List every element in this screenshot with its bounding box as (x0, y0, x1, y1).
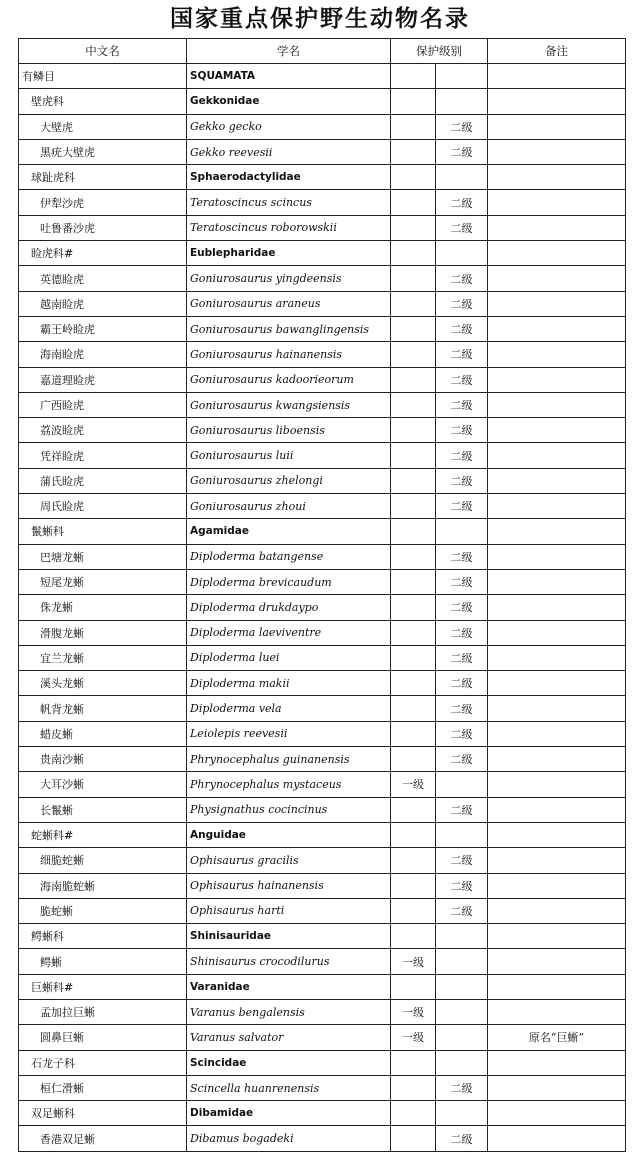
scientific-name-cell: Dibamus bogadeki (187, 1126, 391, 1151)
level-one-cell (391, 747, 436, 772)
level-two-cell: 二级 (436, 721, 488, 746)
chinese-name-cell: 大耳沙蜥 (19, 772, 187, 797)
table-row (19, 64, 626, 89)
level-two-cell: 二级 (436, 620, 488, 645)
level-one-cell (391, 620, 436, 645)
note-cell (488, 848, 626, 873)
scientific-name-cell: Diploderma makii (187, 671, 391, 696)
level-two-cell (436, 1101, 488, 1126)
scientific-name-cell: Scincella huanrenensis (187, 1075, 391, 1100)
table-row (19, 620, 626, 645)
note-cell (488, 342, 626, 367)
table-row (19, 114, 626, 139)
level-two-cell: 二级 (436, 316, 488, 341)
chinese-name-cell: 越南睑虎 (19, 291, 187, 316)
level-two-cell: 二级 (436, 797, 488, 822)
level-one-cell: 一级 (391, 999, 436, 1024)
header-protection-level: 保护级别 (391, 39, 488, 64)
chinese-name-cell: 球趾虎科 (19, 165, 187, 190)
level-one-cell (391, 1126, 436, 1151)
chinese-name-cell: 细脆蛇蜥 (19, 848, 187, 873)
level-one-cell (391, 519, 436, 544)
scientific-name-cell: Goniurosaurus zhoui (187, 494, 391, 519)
scientific-name-cell: Anguidae (187, 822, 391, 847)
level-two-cell: 二级 (436, 494, 488, 519)
level-two-cell: 二级 (436, 468, 488, 493)
level-two-cell (436, 1025, 488, 1050)
note-cell (488, 215, 626, 240)
scientific-name-cell: Dibamidae (187, 1101, 391, 1126)
header-chinese-name: 中文名 (19, 39, 187, 64)
table-row (19, 924, 626, 949)
level-two-cell (436, 519, 488, 544)
scientific-name-cell: Varanidae (187, 974, 391, 999)
table-row (19, 721, 626, 746)
chinese-name-cell: 吐鲁番沙虎 (19, 215, 187, 240)
level-two-cell: 二级 (436, 266, 488, 291)
table-row (19, 89, 626, 114)
table-row (19, 519, 626, 544)
note-cell (488, 747, 626, 772)
level-one-cell (391, 1050, 436, 1075)
chinese-name-cell: 霸王岭睑虎 (19, 316, 187, 341)
header-notes: 备注 (488, 39, 626, 64)
note-cell (488, 772, 626, 797)
level-one-cell (391, 342, 436, 367)
scientific-name-cell: Goniurosaurus zhelongi (187, 468, 391, 493)
chinese-name-cell: 嘉道理睑虎 (19, 367, 187, 392)
level-two-cell (436, 999, 488, 1024)
table-row (19, 569, 626, 594)
chinese-name-cell: 鳄蜥 (19, 949, 187, 974)
note-cell (488, 89, 626, 114)
scientific-name-cell: Eublepharidae (187, 241, 391, 266)
level-one-cell (391, 797, 436, 822)
note-cell (488, 392, 626, 417)
level-two-cell: 二级 (436, 291, 488, 316)
chinese-name-cell: 石龙子科 (19, 1050, 187, 1075)
chinese-name-cell: 荔波睑虎 (19, 418, 187, 443)
level-one-cell: 一级 (391, 949, 436, 974)
chinese-name-cell: 滑腹龙蜥 (19, 620, 187, 645)
table-row (19, 139, 626, 164)
table-row (19, 797, 626, 822)
note-cell (488, 949, 626, 974)
level-two-cell (436, 772, 488, 797)
level-one-cell (391, 165, 436, 190)
table-row (19, 392, 626, 417)
level-one-cell (391, 595, 436, 620)
note-cell (488, 241, 626, 266)
level-one-cell (391, 898, 436, 923)
chinese-name-cell: 蜡皮蜥 (19, 721, 187, 746)
chinese-name-cell: 香港双足蜥 (19, 1126, 187, 1151)
scientific-name-cell: Diploderma drukdaypo (187, 595, 391, 620)
note-cell (488, 645, 626, 670)
level-two-cell: 二级 (436, 595, 488, 620)
table-row (19, 1050, 626, 1075)
header-scientific-name: 学名 (187, 39, 391, 64)
level-one-cell (391, 721, 436, 746)
table-row (19, 367, 626, 392)
table-header-row (19, 39, 626, 64)
table-row (19, 645, 626, 670)
scientific-name-cell: Gekkonidae (187, 89, 391, 114)
chinese-name-cell: 长鬣蜥 (19, 797, 187, 822)
table-row (19, 1126, 626, 1151)
scientific-name-cell: Physignathus cocincinus (187, 797, 391, 822)
level-two-cell: 二级 (436, 848, 488, 873)
note-cell (488, 873, 626, 898)
scientific-name-cell: Phrynocephalus guinanensis (187, 747, 391, 772)
level-two-cell: 二级 (436, 215, 488, 240)
level-one-cell (391, 544, 436, 569)
level-two-cell: 二级 (436, 544, 488, 569)
scientific-name-cell: Varanus bengalensis (187, 999, 391, 1024)
level-two-cell: 二级 (436, 418, 488, 443)
table-row (19, 316, 626, 341)
note-cell (488, 974, 626, 999)
chinese-name-cell: 孟加拉巨蜥 (19, 999, 187, 1024)
chinese-name-cell: 贵南沙蜥 (19, 747, 187, 772)
scientific-name-cell: Gekko reevesii (187, 139, 391, 164)
scientific-name-cell: Goniurosaurus hainanensis (187, 342, 391, 367)
level-one-cell (391, 266, 436, 291)
chinese-name-cell: 脆蛇蜥 (19, 898, 187, 923)
table-row (19, 494, 626, 519)
note-cell (488, 468, 626, 493)
table-row (19, 342, 626, 367)
note-cell (488, 544, 626, 569)
note-cell (488, 519, 626, 544)
scientific-name-cell: SQUAMATA (187, 64, 391, 89)
scientific-name-cell: Ophisaurus gracilis (187, 848, 391, 873)
scientific-name-cell: Agamidae (187, 519, 391, 544)
table-row (19, 165, 626, 190)
table-row (19, 822, 626, 847)
level-two-cell: 二级 (436, 1126, 488, 1151)
chinese-name-cell: 英德睑虎 (19, 266, 187, 291)
scientific-name-cell: Goniurosaurus kwangsiensis (187, 392, 391, 417)
scientific-name-cell: Teratoscincus scincus (187, 190, 391, 215)
scientific-name-cell: Diploderma brevicaudum (187, 569, 391, 594)
level-two-cell (436, 1050, 488, 1075)
level-two-cell: 二级 (436, 139, 488, 164)
scientific-name-cell: Goniurosaurus liboensis (187, 418, 391, 443)
chinese-name-cell: 睑虎科# (19, 241, 187, 266)
chinese-name-cell: 桓仁滑蜥 (19, 1075, 187, 1100)
level-one-cell (391, 241, 436, 266)
chinese-name-cell: 巴塘龙蜥 (19, 544, 187, 569)
level-one-cell (391, 89, 436, 114)
table-row (19, 1025, 626, 1050)
note-cell (488, 114, 626, 139)
note-cell (488, 291, 626, 316)
level-one-cell (391, 468, 436, 493)
chinese-name-cell: 溪头龙蜥 (19, 671, 187, 696)
note-cell (488, 595, 626, 620)
table-body (19, 64, 626, 1152)
table-row (19, 266, 626, 291)
level-two-cell: 二级 (436, 367, 488, 392)
chinese-name-cell: 鬣蜥科 (19, 519, 187, 544)
level-two-cell (436, 165, 488, 190)
scientific-name-cell: Diploderma laeviventre (187, 620, 391, 645)
chinese-name-cell: 帆背龙蜥 (19, 696, 187, 721)
table-row (19, 468, 626, 493)
level-two-cell: 二级 (436, 696, 488, 721)
level-two-cell: 二级 (436, 747, 488, 772)
table-row (19, 190, 626, 215)
scientific-name-cell: Diploderma batangense (187, 544, 391, 569)
document-title: 国家重点保护野生动物名录 (170, 5, 470, 32)
note-cell (488, 316, 626, 341)
level-two-cell: 二级 (436, 873, 488, 898)
level-one-cell (391, 569, 436, 594)
scientific-name-cell: Shinisauridae (187, 924, 391, 949)
note-cell (488, 924, 626, 949)
level-one-cell (391, 1101, 436, 1126)
scientific-name-cell: Sphaerodactylidae (187, 165, 391, 190)
level-two-cell: 二级 (436, 671, 488, 696)
chinese-name-cell: 大壁虎 (19, 114, 187, 139)
table-row (19, 747, 626, 772)
table-row (19, 1075, 626, 1100)
scientific-name-cell: Ophisaurus hainanensis (187, 873, 391, 898)
table-row (19, 241, 626, 266)
level-two-cell: 二级 (436, 1075, 488, 1100)
table-row (19, 443, 626, 468)
note-cell (488, 139, 626, 164)
chinese-name-cell: 凭祥睑虎 (19, 443, 187, 468)
note-cell: 原名“巨蜥” (488, 1025, 626, 1050)
note-cell (488, 443, 626, 468)
chinese-name-cell: 海南睑虎 (19, 342, 187, 367)
scientific-name-cell: Goniurosaurus yingdeensis (187, 266, 391, 291)
note-cell (488, 797, 626, 822)
scientific-name-cell: Teratoscincus roborowskii (187, 215, 391, 240)
level-two-cell: 二级 (436, 443, 488, 468)
level-one-cell (391, 64, 436, 89)
table-row (19, 873, 626, 898)
level-two-cell (436, 64, 488, 89)
level-one-cell (391, 671, 436, 696)
scientific-name-cell: Goniurosaurus bawanglingensis (187, 316, 391, 341)
note-cell (488, 721, 626, 746)
level-two-cell (436, 924, 488, 949)
scientific-name-cell: Diploderma vela (187, 696, 391, 721)
table-row (19, 999, 626, 1024)
table-row (19, 595, 626, 620)
level-one-cell (391, 190, 436, 215)
scientific-name-cell: Goniurosaurus kadoorieorum (187, 367, 391, 392)
note-cell (488, 367, 626, 392)
table-row (19, 1101, 626, 1126)
level-one-cell (391, 139, 436, 164)
level-one-cell (391, 316, 436, 341)
scientific-name-cell: Phrynocephalus mystaceus (187, 772, 391, 797)
level-one-cell (391, 291, 436, 316)
level-one-cell (391, 924, 436, 949)
chinese-name-cell: 侏龙蜥 (19, 595, 187, 620)
note-cell (488, 898, 626, 923)
level-one-cell (391, 696, 436, 721)
table-row (19, 898, 626, 923)
table-row (19, 291, 626, 316)
table-row (19, 418, 626, 443)
chinese-name-cell: 有鳞目 (19, 64, 187, 89)
level-one-cell: 一级 (391, 1025, 436, 1050)
level-one-cell (391, 494, 436, 519)
note-cell (488, 494, 626, 519)
note-cell (488, 696, 626, 721)
level-one-cell (391, 367, 436, 392)
chinese-name-cell: 黑疣大壁虎 (19, 139, 187, 164)
level-one-cell (391, 822, 436, 847)
level-one-cell (391, 418, 436, 443)
note-cell (488, 569, 626, 594)
level-two-cell: 二级 (436, 569, 488, 594)
chinese-name-cell: 壁虎科 (19, 89, 187, 114)
level-two-cell (436, 241, 488, 266)
level-two-cell: 二级 (436, 898, 488, 923)
chinese-name-cell: 广西睑虎 (19, 392, 187, 417)
table-row (19, 671, 626, 696)
note-cell (488, 64, 626, 89)
chinese-name-cell: 双足蜥科 (19, 1101, 187, 1126)
scientific-name-cell: Goniurosaurus araneus (187, 291, 391, 316)
level-two-cell: 二级 (436, 190, 488, 215)
level-two-cell: 二级 (436, 114, 488, 139)
note-cell (488, 671, 626, 696)
species-table (18, 38, 626, 1152)
level-two-cell: 二级 (436, 342, 488, 367)
level-one-cell (391, 114, 436, 139)
scientific-name-cell: Goniurosaurus luii (187, 443, 391, 468)
chinese-name-cell: 周氏睑虎 (19, 494, 187, 519)
chinese-name-cell: 巨蜥科# (19, 974, 187, 999)
chinese-name-cell: 伊犁沙虎 (19, 190, 187, 215)
note-cell (488, 1101, 626, 1126)
note-cell (488, 190, 626, 215)
table-row (19, 949, 626, 974)
scientific-name-cell: Diploderma luei (187, 645, 391, 670)
level-one-cell (391, 873, 436, 898)
level-two-cell (436, 949, 488, 974)
note-cell (488, 620, 626, 645)
level-two-cell: 二级 (436, 645, 488, 670)
level-one-cell (391, 645, 436, 670)
chinese-name-cell: 蛇蜥科# (19, 822, 187, 847)
note-cell (488, 1050, 626, 1075)
scientific-name-cell: Ophisaurus harti (187, 898, 391, 923)
note-cell (488, 1075, 626, 1100)
table-row (19, 215, 626, 240)
chinese-name-cell: 圆鼻巨蜥 (19, 1025, 187, 1050)
level-one-cell (391, 848, 436, 873)
table-row (19, 772, 626, 797)
chinese-name-cell: 鳄蜥科 (19, 924, 187, 949)
level-two-cell (436, 822, 488, 847)
level-one-cell: 一级 (391, 772, 436, 797)
scientific-name-cell: Gekko gecko (187, 114, 391, 139)
table-row (19, 696, 626, 721)
table-row (19, 974, 626, 999)
table-row (19, 544, 626, 569)
level-one-cell (391, 215, 436, 240)
scientific-name-cell: Scincidae (187, 1050, 391, 1075)
level-two-cell (436, 974, 488, 999)
note-cell (488, 266, 626, 291)
level-one-cell (391, 1075, 436, 1100)
table-row (19, 848, 626, 873)
chinese-name-cell: 蒲氏睑虎 (19, 468, 187, 493)
note-cell (488, 165, 626, 190)
chinese-name-cell: 宜兰龙蜥 (19, 645, 187, 670)
note-cell (488, 822, 626, 847)
chinese-name-cell: 海南脆蛇蜥 (19, 873, 187, 898)
chinese-name-cell: 短尾龙蜥 (19, 569, 187, 594)
level-one-cell (391, 443, 436, 468)
note-cell (488, 418, 626, 443)
scientific-name-cell: Leiolepis reevesii (187, 721, 391, 746)
note-cell (488, 1126, 626, 1151)
scientific-name-cell: Varanus salvator (187, 1025, 391, 1050)
level-one-cell (391, 392, 436, 417)
level-one-cell (391, 974, 436, 999)
level-two-cell (436, 89, 488, 114)
note-cell (488, 999, 626, 1024)
scientific-name-cell: Shinisaurus crocodilurus (187, 949, 391, 974)
level-two-cell: 二级 (436, 392, 488, 417)
